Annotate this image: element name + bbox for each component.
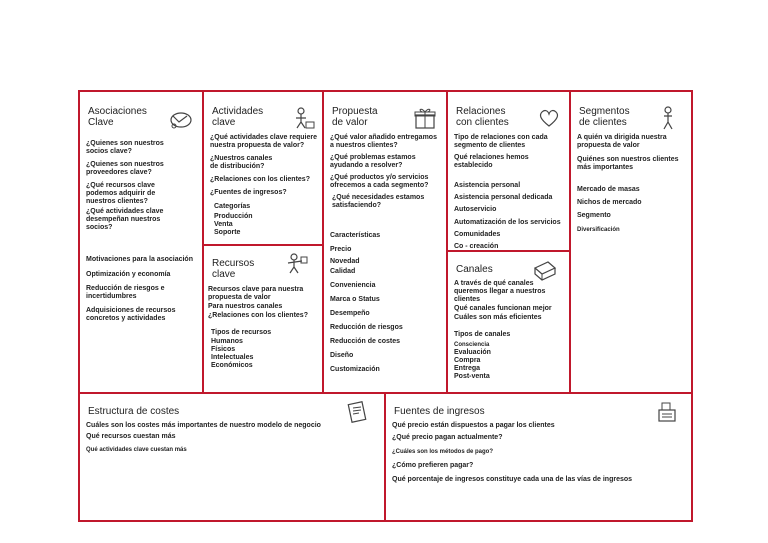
- handshake-icon: [168, 108, 194, 132]
- text-line: Precio: [330, 246, 352, 253]
- key-activities-title: Actividades clave: [212, 106, 264, 128]
- text-line: Categorías: [214, 203, 251, 210]
- text-line: Qué relaciones hemos establecido: [454, 154, 529, 169]
- text-line: Qué recursos cuestan más: [86, 433, 176, 440]
- text-line: Cuáles son los costes más importantes de nuestro modelo de negocio: [86, 422, 321, 429]
- text-line: Compra: [454, 357, 481, 364]
- value-proposition-questions: [330, 134, 437, 210]
- text-line: Segmento: [577, 212, 611, 219]
- text-line: Qué precio están dispuestos a pagar los clientes: [392, 422, 555, 429]
- customer-relationships-title: Relaciones con clientes: [456, 106, 509, 128]
- key-partners-block: [80, 92, 204, 392]
- text-line: Tipos de recursos: [211, 329, 272, 336]
- text-line: Asistencia personal dedicada: [454, 194, 553, 201]
- text-line: Co - creación: [454, 243, 499, 250]
- cost-structure-title: Estructura de costes: [88, 406, 180, 417]
- text-line: Marca o Status: [330, 296, 380, 303]
- text-line: ¿Qué valor añadido entregamos a nuestros clientes?: [330, 134, 437, 149]
- text-line: ¿Cuáles son los métodos de pago?: [392, 449, 494, 455]
- text-line: Características: [330, 232, 381, 239]
- value-proposition-block: [324, 92, 448, 392]
- receipt-icon: [344, 400, 370, 424]
- text-line: Automatización de los servicios: [454, 219, 561, 226]
- text-line: ¿Qué productos y/o servicios ofrecemos a cada segmento?: [330, 174, 429, 189]
- text-line: A quién va dirigida nuestra propuesta de valor: [577, 134, 667, 149]
- hammer-icon: [284, 252, 310, 276]
- text-line: Calidad: [330, 268, 356, 275]
- business-model-canvas: [78, 90, 693, 522]
- key-resources-title: Recursos clave: [212, 258, 255, 280]
- text-line: Humanos: [211, 338, 243, 345]
- key-partners-motivations: [86, 256, 193, 323]
- text-line: Qué porcentaje de ingresos constituye cada una de las vías de ingresos: [392, 476, 633, 483]
- text-line: ¿Fuentes de ingresos?: [210, 189, 287, 196]
- heart-icon: [536, 106, 562, 130]
- text-line: Desempeño: [330, 310, 370, 317]
- text-line: Entrega: [454, 365, 481, 372]
- text-line: Optimización y economía: [86, 271, 171, 278]
- text-line: ¿Quienes son nuestros socios clave?: [86, 140, 164, 155]
- key-partners-title: Asociaciones Clave: [88, 106, 147, 128]
- text-line: ¿Qué necesidades estamos satisfaciendo?: [332, 194, 425, 209]
- text-line: ¿Nuestros canales de distribución?: [210, 155, 273, 170]
- text-line: Adquisiciones de recursos concretos y actividades: [86, 307, 176, 322]
- text-line: Qué canales funcionan mejor: [454, 305, 552, 312]
- customer-relationships-block: [448, 92, 571, 252]
- truck-icon: [532, 258, 558, 282]
- text-line: Económicos: [211, 362, 253, 369]
- text-line: ¿Quienes son nuestros proveedores clave?: [86, 161, 164, 176]
- customer-segments-questions: [577, 134, 679, 234]
- revenue-streams-title: Fuentes de ingresos: [394, 406, 485, 417]
- text-line: ¿Qué precio pagan actualmente?: [392, 434, 503, 441]
- text-line: ¿Relaciones con los clientes?: [210, 176, 310, 183]
- text-line: Recursos clave para nuestra propuesta de valor: [208, 286, 304, 301]
- text-line: Customización: [330, 366, 380, 373]
- text-line: Físicos: [211, 346, 236, 353]
- text-line: Para nuestros canales: [208, 303, 283, 310]
- key-partners-questions: [86, 140, 164, 232]
- text-line: Motivaciones para la asociación: [86, 256, 193, 263]
- text-line: ¿Qué problemas estamos ayudando a resolver?: [330, 154, 416, 169]
- channels-block: [448, 252, 571, 392]
- key-resources-block: [204, 246, 324, 392]
- revenue-streams-questions: [392, 422, 632, 484]
- key-activities-block: [204, 92, 324, 246]
- text-line: Intelectuales: [211, 354, 254, 361]
- text-line: Reducción de riesgos: [330, 324, 403, 331]
- text-line: Diversificación: [577, 227, 620, 233]
- text-line: ¿Cómo prefieren pagar?: [392, 462, 474, 469]
- text-line: Cuáles son más eficientes: [454, 314, 542, 321]
- text-line: Post-venta: [454, 373, 490, 380]
- text-line: ¿Qué actividades clave desempeñan nuestros socios?: [86, 208, 164, 231]
- text-line: Diseño: [330, 352, 354, 359]
- text-line: Autoservicio: [454, 206, 497, 213]
- text-line: Comunidades: [454, 231, 501, 238]
- revenue-streams-block: [386, 392, 691, 520]
- text-line: Tipo de relaciones con cada segmento de clientes: [454, 134, 548, 149]
- text-line: Qué actividades clave cuestan más: [86, 447, 187, 453]
- customer-segments-block: [571, 92, 691, 392]
- text-line: Reducción de costes: [330, 338, 401, 345]
- text-line: Soporte: [214, 229, 241, 236]
- text-line: ¿Relaciones con los clientes?: [208, 312, 308, 319]
- text-line: Venta: [214, 221, 233, 228]
- text-line: Producción: [214, 213, 253, 220]
- cash-register-icon: [654, 400, 680, 424]
- cost-structure-questions: [86, 422, 321, 454]
- text-line: Conveniencia: [330, 282, 376, 289]
- customer-relationships-questions: [454, 134, 561, 251]
- text-line: Tipos de canales: [454, 331, 511, 338]
- cost-structure-block: [80, 392, 386, 520]
- key-activities-questions: [210, 134, 317, 237]
- value-proposition-title: Propuesta de valor: [332, 106, 378, 128]
- text-line: Consciencia: [454, 342, 490, 348]
- worker-icon: [290, 106, 316, 130]
- channels-questions: [454, 280, 552, 381]
- text-line: Quiénes son nuestros clientes más importantes: [577, 156, 679, 171]
- channels-title: Canales: [456, 264, 493, 275]
- value-proposition-features: [330, 232, 403, 374]
- text-line: Evaluación: [454, 349, 491, 356]
- text-line: Mercado de masas: [577, 186, 640, 193]
- text-line: Nichos de mercado: [577, 199, 642, 206]
- text-line: ¿Qué actividades clave requiere nuestra propuesta de valor?: [210, 134, 317, 149]
- text-line: A través de qué canales queremos llegar a nuestros clientes: [454, 280, 546, 303]
- key-resources-questions: [208, 286, 308, 370]
- text-line: Reducción de riesgos e incertidumbres: [86, 285, 165, 300]
- text-line: ¿Qué recursos clave podemos adquirir de nuestros clientes?: [86, 182, 156, 205]
- gift-icon: [412, 106, 438, 130]
- customer-segments-title: Segmentos de clientes: [579, 106, 630, 128]
- person-icon: [655, 106, 681, 130]
- text-line: Asistencia personal: [454, 182, 521, 189]
- text-line: Novedad: [330, 258, 360, 265]
